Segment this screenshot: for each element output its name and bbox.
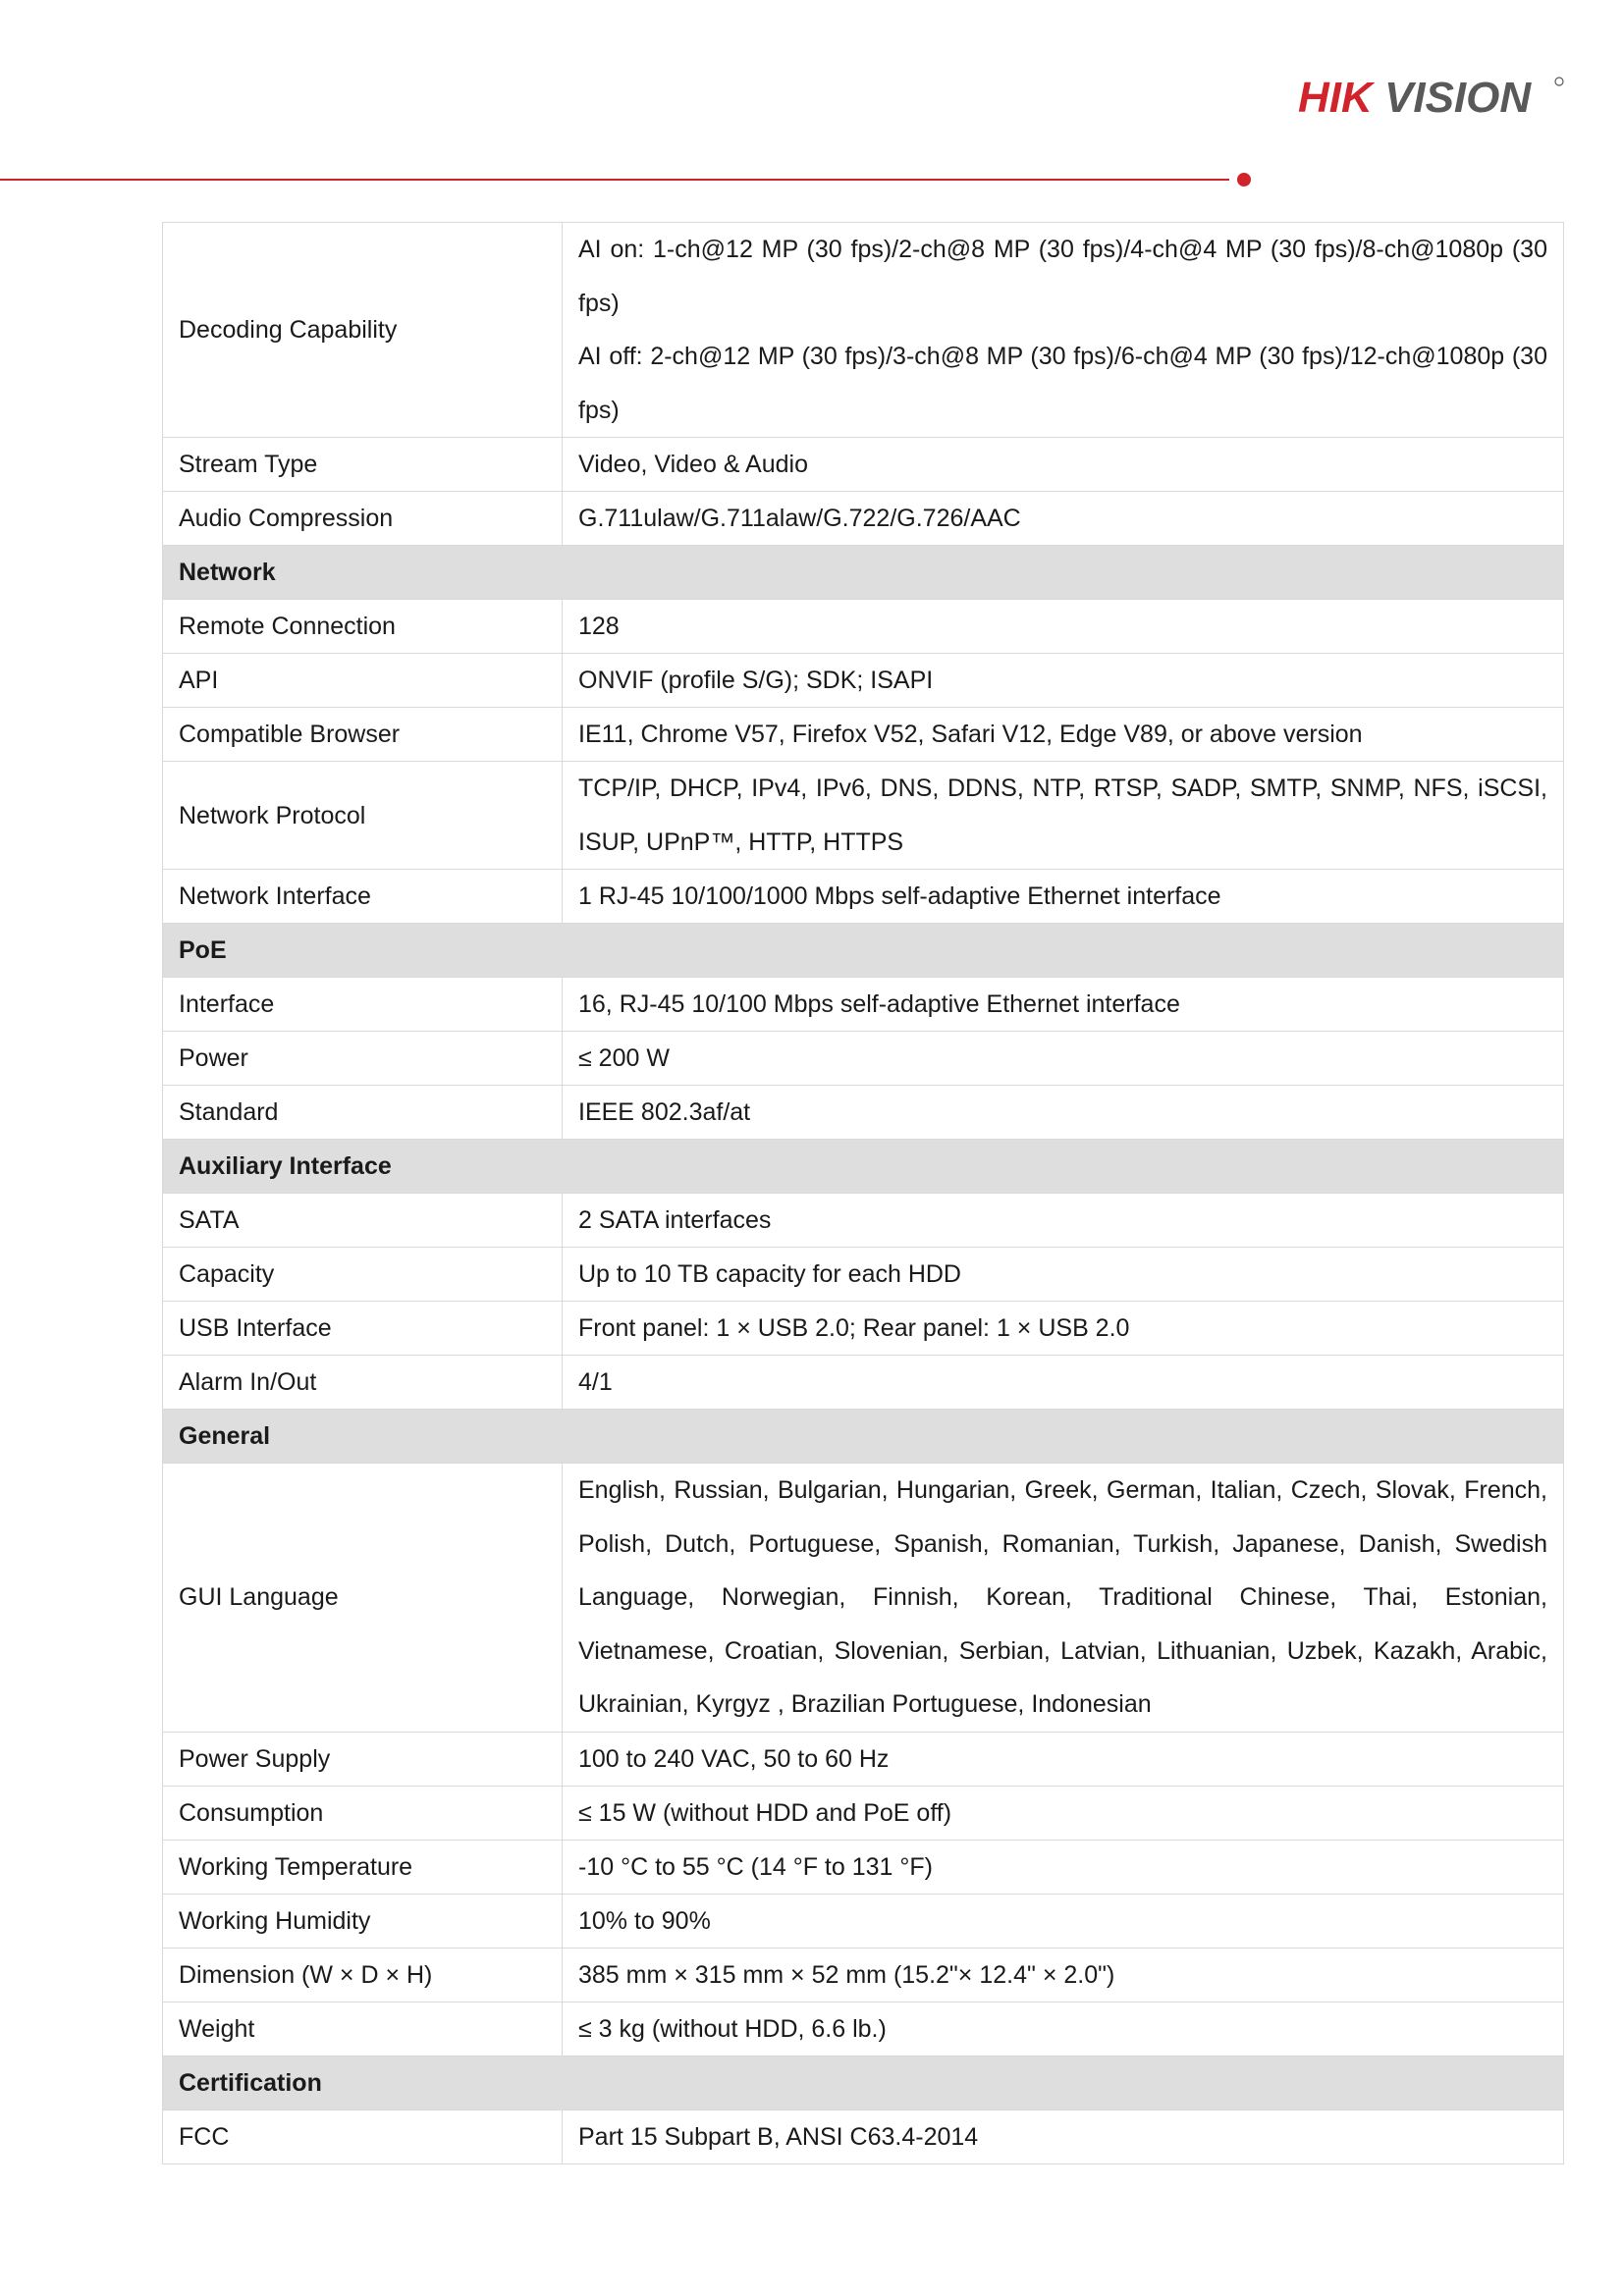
spec-row <box>163 438 1564 492</box>
spec-label: Interface <box>163 978 563 1032</box>
spec-value: 2 SATA interfaces <box>563 1194 1564 1248</box>
spec-value: Up to 10 TB capacity for each HDD <box>563 1248 1564 1302</box>
spec-row <box>163 1086 1564 1140</box>
spec-row <box>163 2002 1564 2056</box>
spec-label: Remote Connection <box>163 600 563 654</box>
spec-row <box>163 1302 1564 1356</box>
spec-label: Consumption <box>163 1786 563 1840</box>
spec-value: TCP/IP, DHCP, IPv4, IPv6, DNS, DDNS, NTP, RTSP, SADP, SMTP, SNMP, NFS, iSCSI, ISUP, UPnP™, HTTP, HTTPS <box>563 762 1564 870</box>
section-title: General <box>163 1410 1564 1464</box>
logo-vision: VISION <box>1384 74 1532 122</box>
spec-row <box>163 1356 1564 1410</box>
spec-row <box>163 762 1564 870</box>
spec-row <box>163 978 1564 1032</box>
spec-label: SATA <box>163 1194 563 1248</box>
spec-value <box>563 223 1564 438</box>
spec-value: G.711ulaw/G.711alaw/G.722/G.726/AAC <box>563 492 1564 546</box>
spec-row <box>163 492 1564 546</box>
spec-value: 100 to 240 VAC, 50 to 60 Hz <box>563 1732 1564 1786</box>
section-title: Certification <box>163 2056 1564 2109</box>
spec-row <box>163 600 1564 654</box>
spec-value: -10 °C to 55 °C (14 °F to 131 °F) <box>563 1840 1564 1894</box>
section-title: Auxiliary Interface <box>163 1140 1564 1194</box>
spec-row <box>163 1032 1564 1086</box>
spec-row <box>163 1248 1564 1302</box>
logo-hik: HIK <box>1298 74 1373 122</box>
spec-label: USB Interface <box>163 1302 563 1356</box>
spec-row <box>163 1464 1564 1733</box>
spec-row <box>163 1894 1564 1948</box>
spec-label: Stream Type <box>163 438 563 492</box>
spec-value: Part 15 Subpart B, ANSI C63.4-2014 <box>563 2109 1564 2163</box>
spec-row <box>163 870 1564 924</box>
spec-label: GUI Language <box>163 1464 563 1733</box>
spec-label: Network Interface <box>163 870 563 924</box>
spec-row <box>163 1840 1564 1894</box>
section-header-row <box>163 546 1564 600</box>
spec-value: IE11, Chrome V57, Firefox V52, Safari V12, Edge V89, or above version <box>563 708 1564 762</box>
spec-value: ≤ 15 W (without HDD and PoE off) <box>563 1786 1564 1840</box>
spec-value: ONVIF (profile S/G); SDK; ISAPI <box>563 654 1564 708</box>
spec-label: API <box>163 654 563 708</box>
section-header-row <box>163 924 1564 978</box>
header-rule <box>0 179 1229 181</box>
spec-row <box>163 708 1564 762</box>
section-header-row <box>163 2056 1564 2109</box>
hikvision-logo <box>1298 73 1565 122</box>
spec-label: Network Protocol <box>163 762 563 870</box>
section-header-row <box>163 1410 1564 1464</box>
spec-value: 1 RJ-45 10/100/1000 Mbps self-adaptive Ethernet interface <box>563 870 1564 924</box>
spec-value: 128 <box>563 600 1564 654</box>
spec-label: Standard <box>163 1086 563 1140</box>
spec-value-line: AI on: 1-ch@12 MP (30 fps)/2-ch@8 MP (30 fps)/4-ch@4 MP (30 fps)/8-ch@1080p (30 fps) <box>578 236 1547 317</box>
spec-row <box>163 1948 1564 2002</box>
spec-value: 10% to 90% <box>563 1894 1564 1948</box>
spec-label: Working Humidity <box>163 1894 563 1948</box>
spec-row <box>163 2109 1564 2163</box>
spec-label: Decoding Capability <box>163 223 563 438</box>
spec-value: 385 mm × 315 mm × 52 mm (15.2"× 12.4" × 2.0") <box>563 1948 1564 2002</box>
spec-value: IEEE 802.3af/at <box>563 1086 1564 1140</box>
header-rule-dot <box>1237 173 1251 187</box>
spec-table <box>162 222 1564 2164</box>
section-title: Network <box>163 546 1564 600</box>
spec-value: ≤ 3 kg (without HDD, 6.6 lb.) <box>563 2002 1564 2056</box>
spec-value: ≤ 200 W <box>563 1032 1564 1086</box>
spec-row <box>163 1786 1564 1840</box>
spec-label: Weight <box>163 2002 563 2056</box>
spec-value: Video, Video & Audio <box>563 438 1564 492</box>
spec-table-body <box>163 223 1564 2164</box>
spec-label: Working Temperature <box>163 1840 563 1894</box>
section-header-row <box>163 1140 1564 1194</box>
spec-row <box>163 1194 1564 1248</box>
spec-row <box>163 654 1564 708</box>
spec-label: Compatible Browser <box>163 708 563 762</box>
spec-label: Power <box>163 1032 563 1086</box>
spec-label: Alarm In/Out <box>163 1356 563 1410</box>
spec-label: Capacity <box>163 1248 563 1302</box>
spec-row <box>163 1732 1564 1786</box>
spec-label: FCC <box>163 2109 563 2163</box>
spec-label: Power Supply <box>163 1732 563 1786</box>
spec-label: Audio Compression <box>163 492 563 546</box>
spec-value-line: AI off: 2-ch@12 MP (30 fps)/3-ch@8 MP (30 fps)/6-ch@4 MP (30 fps)/12-ch@1080p (30 fps) <box>578 343 1547 424</box>
spec-value: 4/1 <box>563 1356 1564 1410</box>
spec-row <box>163 223 1564 438</box>
spec-value: Front panel: 1 × USB 2.0; Rear panel: 1 × USB 2.0 <box>563 1302 1564 1356</box>
section-title: PoE <box>163 924 1564 978</box>
spec-value: English, Russian, Bulgarian, Hungarian, Greek, German, Italian, Czech, Slovak, French, Polish, Dutch, Portuguese, Spanish, Romanian, Turkish, Japanese, Danish, Swedish Language, Norwegian, Finnish, Korean, Traditional Chinese, Thai, Estonian, Vietnamese, Croatian, Slovenian, Serbian, Latvian, Lithuanian, Uzbek, Kazakh, Arabic, Ukrainian, Kyrgyz , Brazilian Portuguese, Indonesian <box>563 1464 1564 1733</box>
spec-value: 16, RJ-45 10/100 Mbps self-adaptive Ethernet interface <box>563 978 1564 1032</box>
spec-label: Dimension (W × D × H) <box>163 1948 563 2002</box>
